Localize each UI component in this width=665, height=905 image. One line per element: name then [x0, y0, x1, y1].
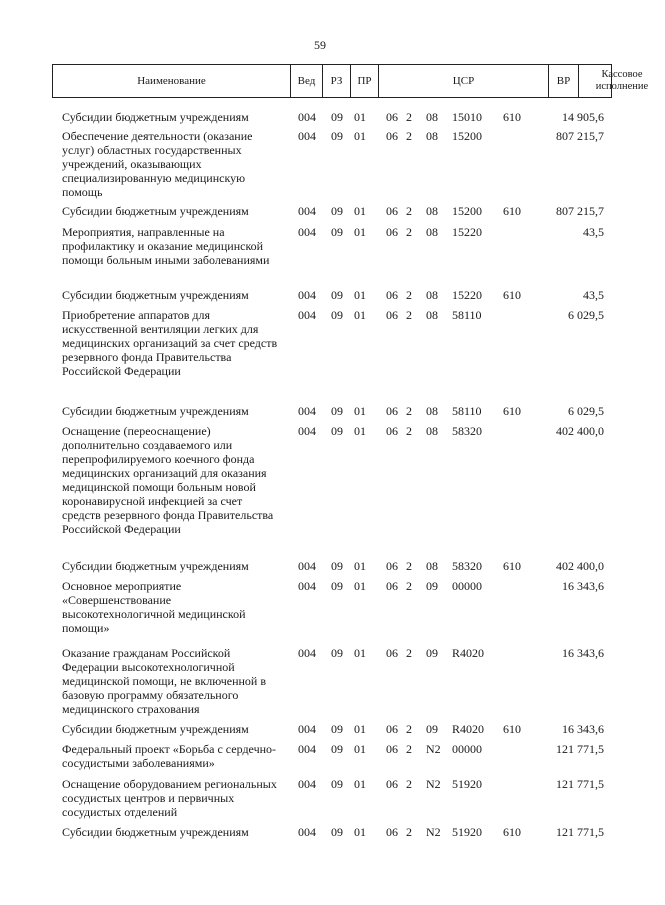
- cell-c4: 51920: [452, 777, 482, 791]
- cell-c3: 08: [426, 204, 438, 218]
- cell-sum: 402 400,0: [556, 424, 604, 438]
- cell-name: Федеральный проект «Борьба с сердечно-сосудистыми заболеваниями»: [62, 742, 277, 770]
- header-rz: РЗ: [323, 65, 351, 97]
- cell-c2: 2: [406, 742, 412, 756]
- header-ved: Вед: [291, 65, 323, 97]
- cell-sum: 402 400,0: [556, 559, 604, 573]
- header-csr: ЦСР: [379, 65, 549, 97]
- cell-ved: 004: [298, 742, 316, 756]
- cell-c4: R4020: [452, 646, 485, 660]
- cell-rz: 09: [331, 129, 343, 143]
- cell-sum: 121 771,5: [556, 777, 604, 791]
- cell-name: Мероприятия, направленные на профилактику и оказание медицинской помощи больным иными заболеваниями: [62, 225, 270, 267]
- cell-name: Субсидии бюджетным учреждениям: [62, 559, 249, 573]
- cell-c1: 06: [386, 308, 398, 322]
- cell-rz: 09: [331, 424, 343, 438]
- cell-c4: 58110: [452, 404, 482, 418]
- cell-c2: 2: [406, 288, 412, 302]
- cell-c3: 09: [426, 579, 438, 593]
- page-number: 59: [314, 38, 326, 52]
- cell-c1: 06: [386, 825, 398, 839]
- cell-name: Субсидии бюджетным учреждениям: [62, 722, 249, 736]
- cell-ved: 004: [298, 110, 316, 124]
- cell-rz: 09: [331, 777, 343, 791]
- cell-rz: 09: [331, 404, 343, 418]
- cell-c2: 2: [406, 559, 412, 573]
- cell-pr: 01: [354, 204, 366, 218]
- cell-sum: 14 905,6: [562, 110, 604, 124]
- cell-sum: 16 343,6: [562, 646, 604, 660]
- cell-sum: 6 029,5: [568, 308, 604, 322]
- cell-name: Субсидии бюджетным учреждениям: [62, 288, 249, 302]
- cell-pr: 01: [354, 777, 366, 791]
- cell-c4: 15200: [452, 204, 482, 218]
- cell-pr: 01: [354, 559, 366, 573]
- cell-ved: 004: [298, 288, 316, 302]
- cell-rz: 09: [331, 825, 343, 839]
- cell-name: Оснащение оборудованием региональных сосудистых центров и первичных сосудистых отделений: [62, 777, 277, 819]
- cell-rz: 09: [331, 110, 343, 124]
- cell-ved: 004: [298, 129, 316, 143]
- cell-c3: N2: [426, 777, 441, 791]
- cell-sum: 16 343,6: [562, 579, 604, 593]
- cell-name: Субсидии бюджетным учреждениям: [62, 404, 249, 418]
- cell-sum: 121 771,5: [556, 742, 604, 756]
- cell-pr: 01: [354, 308, 366, 322]
- cell-c1: 06: [386, 559, 398, 573]
- cell-c3: 08: [426, 404, 438, 418]
- cell-c3: 09: [426, 722, 438, 736]
- cell-c2: 2: [406, 204, 412, 218]
- cell-sum: 6 029,5: [568, 404, 604, 418]
- cell-c1: 06: [386, 225, 398, 239]
- cell-c4: 15220: [452, 225, 482, 239]
- header-vr: ВР: [549, 65, 579, 97]
- cell-c3: N2: [426, 825, 441, 839]
- cell-c4: 15220: [452, 288, 482, 302]
- cell-sum: 807 215,7: [556, 129, 604, 143]
- cell-ved: 004: [298, 646, 316, 660]
- cell-sum: 43,5: [583, 288, 604, 302]
- cell-c2: 2: [406, 825, 412, 839]
- cell-c2: 2: [406, 424, 412, 438]
- cell-vr: 610: [503, 288, 521, 302]
- cell-c3: 08: [426, 225, 438, 239]
- cell-name: Обеспечение деятельности (оказание услуг) областных государственных учреждений, оказывающих специализированную медицинскую помощь: [62, 129, 253, 199]
- cell-c1: 06: [386, 646, 398, 660]
- cell-name: Приобретение аппаратов для искусственной вентиляции легких для медицинских организаций за счет средств резервного фонда Правительства Российской Федерации: [62, 308, 278, 378]
- cell-c2: 2: [406, 646, 412, 660]
- cell-rz: 09: [331, 204, 343, 218]
- cell-sum: 121 771,5: [556, 825, 604, 839]
- cell-pr: 01: [354, 424, 366, 438]
- cell-vr: 610: [503, 204, 521, 218]
- cell-pr: 01: [354, 404, 366, 418]
- cell-ved: 004: [298, 559, 316, 573]
- cell-vr: 610: [503, 110, 521, 124]
- cell-c3: 08: [426, 424, 438, 438]
- cell-pr: 01: [354, 110, 366, 124]
- cell-c3: 08: [426, 308, 438, 322]
- cell-name: Субсидии бюджетным учреждениям: [62, 204, 249, 218]
- cell-vr: 610: [503, 559, 521, 573]
- cell-name: Оказание гражданам Российской Федерации высокотехнологичной медицинской помощи, не включенной в базовую программу обязательного медицинского страхования: [62, 646, 267, 716]
- cell-c4: 51920: [452, 825, 482, 839]
- cell-pr: 01: [354, 288, 366, 302]
- cell-c1: 06: [386, 424, 398, 438]
- cell-ved: 004: [298, 204, 316, 218]
- cell-ved: 004: [298, 404, 316, 418]
- cell-c1: 06: [386, 288, 398, 302]
- cell-vr: 610: [503, 825, 521, 839]
- cell-ved: 004: [298, 424, 316, 438]
- cell-c1: 06: [386, 129, 398, 143]
- cell-c3: 08: [426, 110, 438, 124]
- header-pr: ПР: [351, 65, 379, 97]
- cell-ved: 004: [298, 225, 316, 239]
- cell-c1: 06: [386, 722, 398, 736]
- cell-pr: 01: [354, 722, 366, 736]
- cell-rz: 09: [331, 288, 343, 302]
- cell-ved: 004: [298, 722, 316, 736]
- cell-name: Оснащение (переоснащение) дополнительно создаваемого или перепрофилируемого коечного фонда медицинских организаций для оказания медицинской помощи больным новой коронавирусной инфекцией за счет средств резервного фонда Правительства Российской Федерации: [62, 424, 274, 536]
- cell-c2: 2: [406, 110, 412, 124]
- cell-c4: 58320: [452, 559, 482, 573]
- cell-c4: 00000: [452, 579, 482, 593]
- header-name: Наименование: [53, 65, 291, 97]
- cell-name: Основное мероприятие «Совершенствование высокотехнологичной медицинской помощи»: [62, 579, 246, 635]
- cell-ved: 004: [298, 579, 316, 593]
- cell-vr: 610: [503, 404, 521, 418]
- cell-c4: 58110: [452, 308, 482, 322]
- cell-c2: 2: [406, 404, 412, 418]
- cell-rz: 09: [331, 559, 343, 573]
- cell-rz: 09: [331, 742, 343, 756]
- cell-sum: 43,5: [583, 225, 604, 239]
- cell-c4: 15200: [452, 129, 482, 143]
- cell-c1: 06: [386, 777, 398, 791]
- header-sum: Кассовое исполнение: [595, 69, 649, 92]
- cell-name: Субсидии бюджетным учреждениям: [62, 825, 249, 839]
- cell-sum: 807 215,7: [556, 204, 604, 218]
- cell-pr: 01: [354, 646, 366, 660]
- cell-rz: 09: [331, 225, 343, 239]
- cell-c4: R4020: [452, 722, 485, 736]
- cell-vr: 610: [503, 722, 521, 736]
- cell-rz: 09: [331, 646, 343, 660]
- cell-c3: N2: [426, 742, 441, 756]
- cell-ved: 004: [298, 777, 316, 791]
- cell-c1: 06: [386, 204, 398, 218]
- cell-c4: 00000: [452, 742, 482, 756]
- cell-c2: 2: [406, 225, 412, 239]
- cell-pr: 01: [354, 742, 366, 756]
- cell-c2: 2: [406, 308, 412, 322]
- cell-c1: 06: [386, 110, 398, 124]
- cell-c1: 06: [386, 742, 398, 756]
- cell-c1: 06: [386, 404, 398, 418]
- cell-c3: 09: [426, 646, 438, 660]
- cell-pr: 01: [354, 129, 366, 143]
- cell-c3: 08: [426, 559, 438, 573]
- cell-rz: 09: [331, 308, 343, 322]
- table-header: [52, 64, 649, 98]
- cell-pr: 01: [354, 579, 366, 593]
- cell-c2: 2: [406, 722, 412, 736]
- cell-c4: 15010: [452, 110, 482, 124]
- cell-c4: 58320: [452, 424, 482, 438]
- cell-c2: 2: [406, 129, 412, 143]
- cell-c3: 08: [426, 288, 438, 302]
- cell-c1: 06: [386, 579, 398, 593]
- cell-c2: 2: [406, 579, 412, 593]
- cell-rz: 09: [331, 722, 343, 736]
- cell-rz: 09: [331, 579, 343, 593]
- cell-pr: 01: [354, 225, 366, 239]
- cell-ved: 004: [298, 308, 316, 322]
- cell-pr: 01: [354, 825, 366, 839]
- cell-c2: 2: [406, 777, 412, 791]
- cell-name: Субсидии бюджетным учреждениям: [62, 110, 249, 124]
- cell-ved: 004: [298, 825, 316, 839]
- cell-sum: 16 343,6: [562, 722, 604, 736]
- cell-c3: 08: [426, 129, 438, 143]
